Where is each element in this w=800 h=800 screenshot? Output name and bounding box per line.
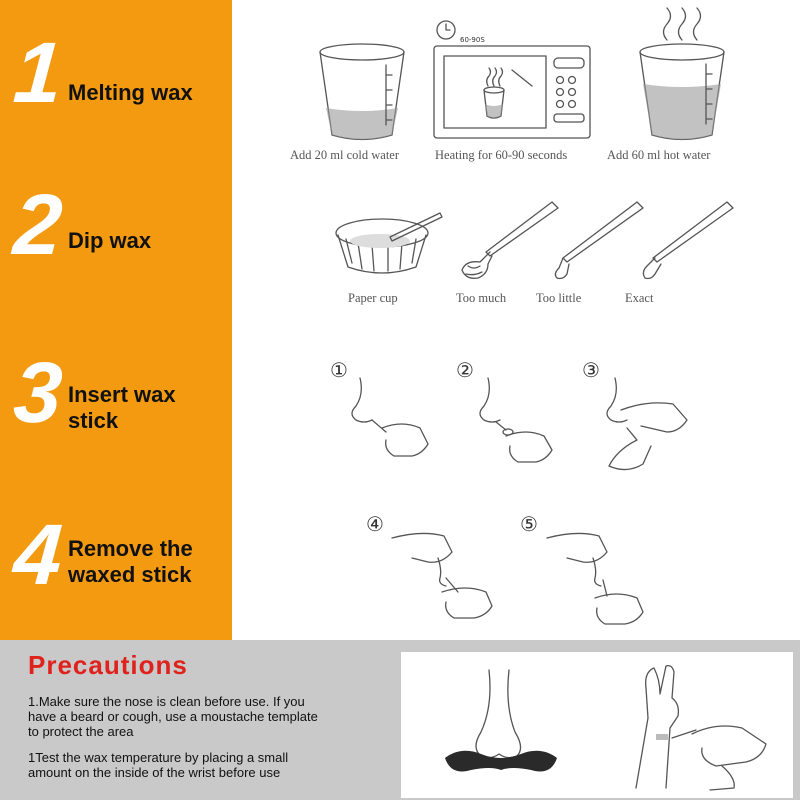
step-label: Dip wax xyxy=(68,228,152,253)
caption-cold-water: Add 20 ml cold water xyxy=(290,148,400,162)
step-number: 4 xyxy=(10,507,66,603)
cold-water-cup-illustration xyxy=(312,40,412,145)
illustrations-panel xyxy=(232,0,800,640)
caption-hot-water: Add 60 ml hot water xyxy=(607,148,711,162)
precautions-title: Precautions xyxy=(28,650,188,680)
remove-stick-step4-illustration xyxy=(382,520,502,630)
caption-paper-cup: Paper cup xyxy=(348,291,398,305)
step-3 xyxy=(0,345,232,480)
step-label: Remove the waxed stick xyxy=(68,536,193,587)
steps-sidebar xyxy=(0,0,232,640)
timer-label: 60-90S xyxy=(460,36,485,44)
insert-stick-step1-illustration xyxy=(342,370,442,470)
precaution-item-1: 1.Make sure the nose is clean before use. If you have a beard or cough, use a moustache template to protect the area xyxy=(28,694,318,739)
step-label: Insert wax stick xyxy=(68,382,176,433)
step-marker-4: ④ xyxy=(366,512,384,536)
paper-cup-illustration xyxy=(332,205,452,285)
stick-exact-illustration xyxy=(627,200,737,285)
step-number: 2 xyxy=(10,177,66,273)
step-4 xyxy=(0,507,232,642)
caption-too-much: Too much xyxy=(456,291,507,305)
step-marker-2: ② xyxy=(456,358,474,382)
step-marker-5: ⑤ xyxy=(520,512,538,536)
step-label: Melting wax xyxy=(68,80,193,105)
remove-stick-step5-illustration xyxy=(537,520,657,630)
step-number: 1 xyxy=(10,25,66,121)
wrist-test-illustration xyxy=(626,658,776,794)
precautions-illustration xyxy=(401,652,793,798)
step-1 xyxy=(0,25,232,160)
insert-stick-step2-illustration xyxy=(470,370,570,470)
step-number: 3 xyxy=(10,345,66,441)
insert-stick-step3-illustration xyxy=(597,370,707,480)
caption-too-little: Too little xyxy=(536,291,582,305)
microwave-illustration xyxy=(432,18,592,140)
caption-heating: Heating for 60-90 seconds xyxy=(435,148,568,162)
precaution-item-2: 1Test the wax temperature by placing a small amount on the inside of the wrist before use xyxy=(28,750,289,780)
step-marker-1: ① xyxy=(330,358,348,382)
nose-moustache-illustration xyxy=(441,666,561,792)
hot-water-cup-illustration xyxy=(632,12,732,145)
precautions-panel xyxy=(0,640,800,800)
step-2 xyxy=(0,177,232,312)
caption-exact: Exact xyxy=(625,291,654,305)
step-marker-3: ③ xyxy=(582,358,600,382)
